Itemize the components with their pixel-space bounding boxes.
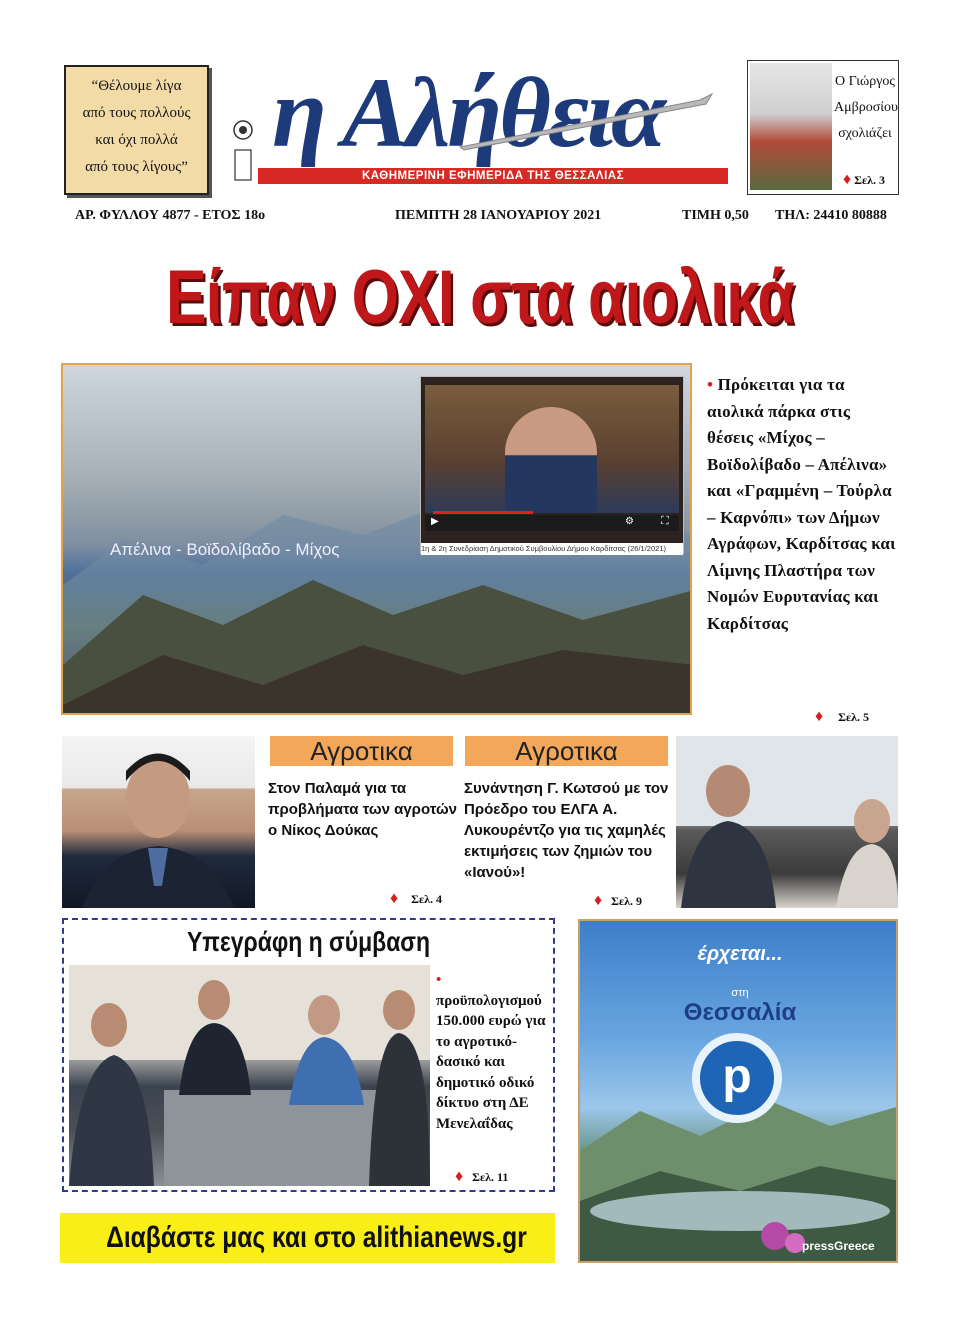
main-story-text: [707, 372, 900, 637]
bullet-icon: •: [707, 375, 714, 394]
columnist-photo: [750, 63, 832, 190]
masthead-quote: [64, 65, 209, 195]
issue-number: ΑΡ. ΦΥΛΛΟΥ 4877 - ΕΤΟΣ 18ο: [75, 208, 266, 223]
story-kotsos[interactable]: Συνάντηση Γ. Κωτσού με τον Πρόεδρο του ΕΛΓΑ Α. Λυκουρέντζο για τις χαμηλές εκτιμήσεις των ζημιών του «Ιανού»!: [464, 780, 669, 881]
columnist-page-ref: [843, 171, 885, 189]
pressgreece-ad[interactable]: [578, 919, 898, 1263]
contract-page-ref[interactable]: [455, 1168, 508, 1186]
quote-line: από τους πολλούς: [82, 105, 191, 121]
ad-headline: έρχεται...: [697, 943, 783, 965]
video-progress-bar[interactable]: [433, 511, 533, 514]
diamond-icon: ♦: [843, 171, 852, 188]
columnist-box[interactable]: [747, 60, 899, 195]
portrait-figure: [62, 736, 255, 908]
columnist-line: Αμβροσίου: [834, 100, 898, 115]
quote-line: από τους λίγους”: [85, 159, 188, 175]
category-tag-agro: Αγροτικα: [270, 736, 453, 766]
meeting-figures: [676, 736, 898, 908]
issue-date: ΠΕΜΠΤΗ 28 ΙΑΝΟΥΑΡΙΟΥ 2021: [395, 208, 602, 223]
main-headline[interactable]: Είπαν ΟΧΙ στα αιολικά: [166, 255, 794, 340]
main-story-summary: Πρόκειται για τα αιολικά πάρκα στις θέσεις «Μίχος – Βοϊδολίβαδο – Απέλινα» και «Γραμμένη – Τούρλα – Καρνόπι» των Δήμων Αγράφων, Καρδίτσας και Λίμνης Πλαστήρα των Νομών Ευρυτανίας και Καρδίτσας: [707, 375, 896, 633]
newspaper-subtitle: ΚΑΘΗΜΕΡΙΝΗ ΕΦΗΜΕΡΙΔΑ ΤΗΣ ΘΕΣΣΑΛΙΑΣ: [258, 168, 728, 184]
bullet-icon: •: [436, 972, 442, 988]
page-number: Σελ. 5: [838, 710, 870, 724]
website-banner[interactable]: [60, 1213, 555, 1263]
contract-headline[interactable]: Υπεγράφη η σύμβαση: [186, 926, 431, 957]
main-photo-caption: Απέλινα - Βοϊδολίβαδο - Μίχος: [110, 540, 340, 559]
page-number: Σελ. 11: [472, 1170, 509, 1184]
page-number: Σελ. 9: [611, 894, 643, 908]
story-doukas[interactable]: Στον Παλαμά για τα προβλήματα των αγροτών ο Νίκος Δούκας: [268, 780, 457, 839]
quote-line: “Θέλουμε λίγα: [91, 78, 182, 94]
newspaper-title: η Αλήθεια: [272, 57, 664, 168]
video-frame: [425, 385, 679, 513]
ad-preposition: στη: [731, 987, 749, 999]
category-tag-agro: Αγροτικα: [465, 736, 668, 766]
video-controls[interactable]: [425, 515, 679, 531]
phone-number: ΤΗΛ: 24410 80888: [775, 208, 887, 223]
main-story-page-ref[interactable]: [815, 708, 869, 726]
contract-signing-photo[interactable]: [69, 965, 430, 1186]
diamond-icon: ♦: [455, 1168, 464, 1185]
pen-icon: [450, 92, 730, 152]
signing-figures: [69, 965, 430, 1186]
columnist-text: [834, 69, 896, 147]
ad-brand: pressGreece: [802, 1239, 875, 1253]
website-banner-text: Διαβάστε μας και στο alithianews.gr: [106, 1221, 527, 1254]
play-icon[interactable]: ▶: [431, 516, 439, 527]
quote-line: και όχι πολλά: [95, 132, 178, 148]
page-number: Σελ. 4: [411, 892, 443, 906]
fullscreen-icon[interactable]: ⛶: [661, 515, 669, 527]
diamond-icon: ♦: [594, 892, 603, 909]
columnist-line: σχολιάζει: [838, 126, 892, 141]
page-number: Σελ. 3: [854, 173, 886, 187]
video-screenshot[interactable]: [420, 376, 684, 554]
pressgreece-logo-icon: p: [692, 1033, 782, 1123]
doukas-portrait[interactable]: [62, 736, 255, 908]
settings-icon[interactable]: ⚙: [625, 516, 634, 527]
diamond-icon: ♦: [390, 890, 399, 907]
diamond-icon: ♦: [815, 708, 824, 725]
speaker-figure: [505, 407, 597, 513]
contract-summary: [436, 970, 548, 1134]
issue-price: ΤΙΜΗ 0,50: [682, 208, 749, 223]
elta-logo-icon: [232, 110, 254, 190]
contract-text: προϋπολογισμού 150.000 ευρώ για το αγροτικό-δασικό και δημοτικό οδικό δίκτυο στη ΔΕ Μενελαΐδας: [436, 992, 546, 1132]
issue-info-row: [75, 208, 900, 228]
video-caption: 1η & 2η Συνεδρίαση Δημοτικού Συμβουλίου Δήμου Καρδίτσας (26/1/2021): [421, 543, 683, 555]
ad-location: Θεσσαλία: [683, 999, 797, 1026]
meeting-photo[interactable]: [676, 736, 898, 908]
story-doukas-page-ref[interactable]: [390, 890, 442, 908]
columnist-line: Ο Γιώργος: [835, 74, 895, 89]
story-kotsos-page-ref[interactable]: [594, 892, 642, 910]
